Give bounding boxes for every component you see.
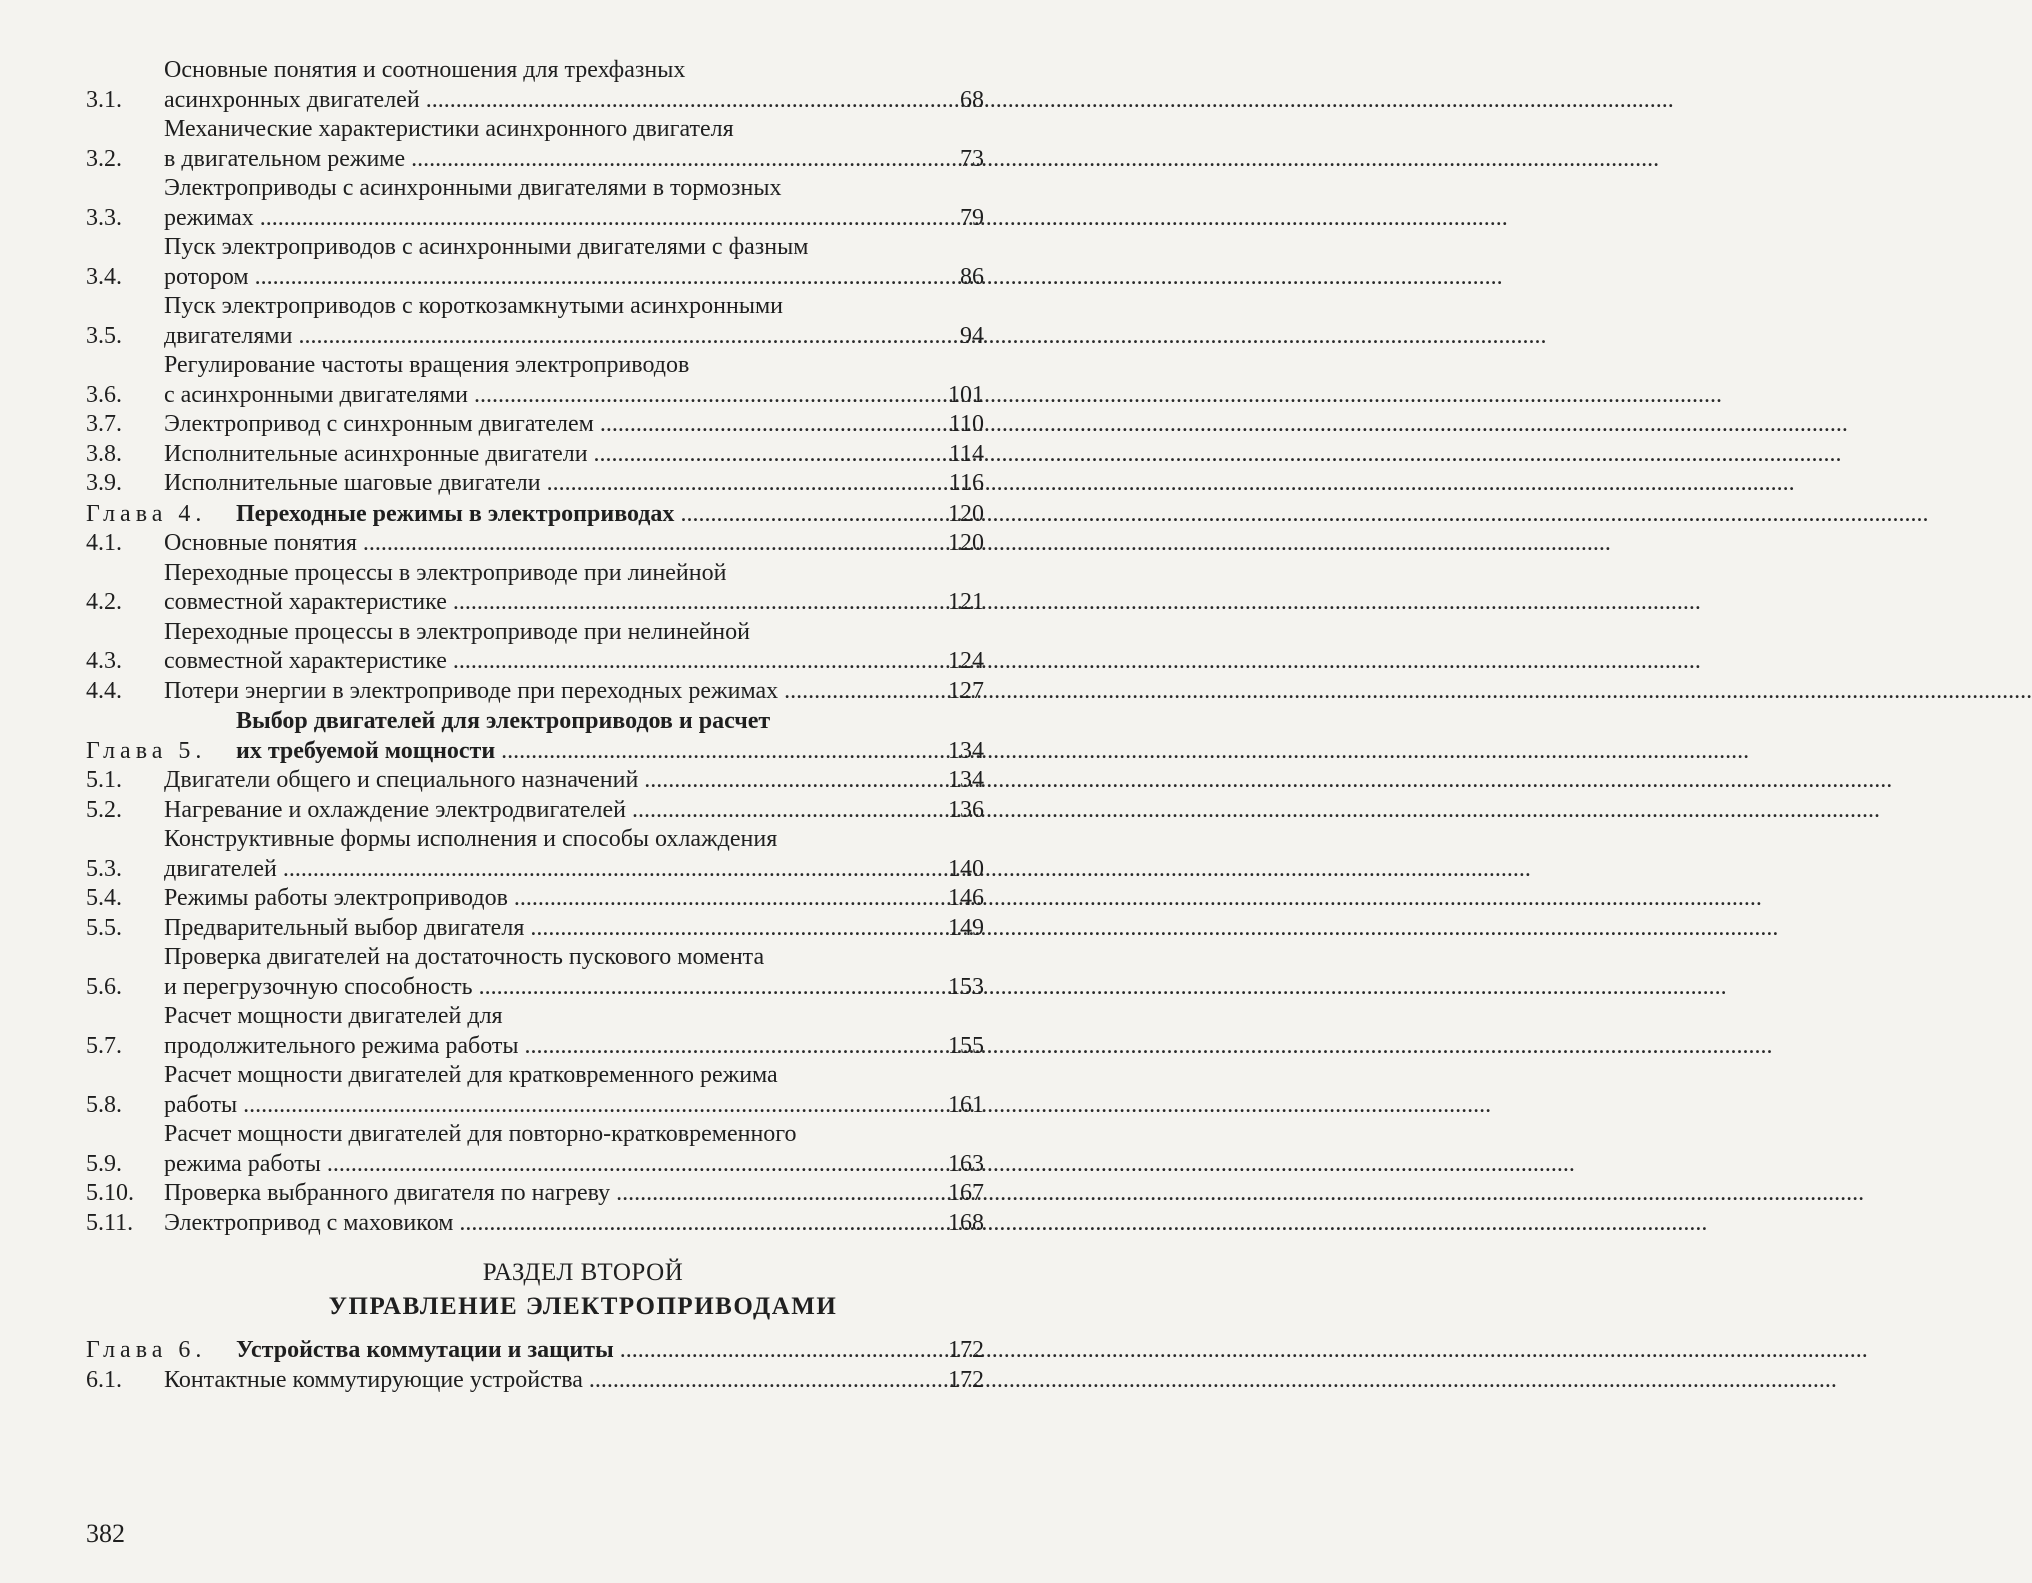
entry-title-line: Предварительный выбор двигателя <box>164 914 525 941</box>
chapter-3-entries <box>86 56 984 499</box>
dot-leader <box>632 796 938 826</box>
entry-page-number: 94 <box>960 322 984 349</box>
toc-entry[interactable] <box>86 440 984 470</box>
entry-title-line: Переходные процессы в электроприводе при линейной <box>164 559 727 586</box>
dot-leader <box>327 1150 938 1180</box>
entry-leader-line <box>164 677 984 707</box>
entry-number: 5.5. <box>86 914 122 941</box>
toc-entry[interactable] <box>86 1061 984 1120</box>
entry-leader-line <box>164 914 984 944</box>
entry-title <box>164 884 984 914</box>
chapter-5-heading <box>86 707 984 766</box>
entry-number: 5.7. <box>86 1032 122 1059</box>
entry-leader-line <box>164 855 984 885</box>
entry-title-line: Конструктивные формы исполнения и способы охлаждения <box>164 826 778 852</box>
entry-title-line: Расчет мощности двигателей для <box>164 1003 503 1029</box>
entry-title-line: Переходные процессы в электроприводе при нелинейной <box>164 618 750 645</box>
entry-title-line: двигателей <box>164 855 277 882</box>
entry-number: 5.2. <box>86 796 122 823</box>
entry-leader-line <box>164 322 984 352</box>
entry-page-number: 155 <box>948 1032 984 1059</box>
entry-page-number: 116 <box>948 470 984 496</box>
entry-leader-line <box>164 647 984 677</box>
entry-page-number: 172 <box>948 1366 984 1393</box>
entry-leader-line <box>164 145 984 175</box>
dot-leader <box>453 647 938 677</box>
toc-entry[interactable] <box>86 292 984 351</box>
entry-page-number: 73 <box>960 145 984 172</box>
entry-title <box>236 500 984 530</box>
entry-leader-line <box>164 204 984 234</box>
dot-leader <box>283 855 938 885</box>
entry-title-line: режимах <box>164 204 254 231</box>
toc-entry[interactable] <box>86 559 984 618</box>
toc-entry[interactable] <box>86 943 984 1002</box>
entry-title <box>164 115 984 174</box>
entry-title <box>164 618 984 677</box>
entry-page-number: 86 <box>960 263 984 290</box>
entry-page-number: 136 <box>948 796 984 823</box>
toc-entry[interactable] <box>86 1366 984 1396</box>
entry-title <box>164 440 984 470</box>
entry-title-line: Потери энергии в электроприводе при переходных режимах <box>164 677 779 704</box>
page-number: 382 <box>86 1519 125 1548</box>
entry-title <box>164 796 984 826</box>
entry-number: 4.1. <box>86 530 122 556</box>
dot-leader <box>453 588 938 618</box>
entry-title-line: асинхронных двигателей <box>164 86 420 113</box>
table-of-contents <box>86 56 984 1395</box>
toc-entry[interactable] <box>86 115 984 174</box>
entry-number: 3.7. <box>86 411 122 437</box>
entry-title-line: Двигатели общего и специального назначений <box>164 767 639 793</box>
dot-leader <box>514 884 938 914</box>
entry-leader-line <box>164 1209 984 1239</box>
entry-title-line: Электропривод с маховиком <box>164 1209 454 1236</box>
toc-entry[interactable] <box>86 1120 984 1179</box>
chapter-4-entries <box>86 529 984 706</box>
toc-entry[interactable] <box>86 677 984 707</box>
entry-leader-line <box>164 469 984 499</box>
entry-number: 5.6. <box>86 973 122 1000</box>
entry-page-number: 161 <box>948 1091 984 1118</box>
entry-number: 5.4. <box>86 885 122 911</box>
toc-entry[interactable] <box>86 884 984 914</box>
entry-title <box>164 529 984 559</box>
dot-leader <box>525 1032 938 1062</box>
entry-page-number: 127 <box>948 677 984 704</box>
entry-title <box>164 174 984 233</box>
dot-leader <box>501 737 938 767</box>
entry-title <box>164 351 984 410</box>
entry-page-number: 163 <box>948 1150 984 1177</box>
entry-leader-line <box>164 1179 984 1209</box>
entry-page-number: 68 <box>960 86 984 113</box>
entry-leader-line <box>164 1032 984 1062</box>
dot-leader <box>260 204 938 234</box>
entry-leader-line <box>164 1091 984 1121</box>
dot-leader <box>620 1336 938 1366</box>
entry-number: 3.9. <box>86 470 122 496</box>
entry-title-line: Электроприводы с асинхронными двигателями в тормозных <box>164 175 782 201</box>
dot-leader <box>411 145 938 175</box>
entry-title-line: двигателями <box>164 322 293 349</box>
entry-title-line: и перегрузочную способность <box>164 973 473 1000</box>
entry-title <box>164 1209 984 1239</box>
entry-page-number: 110 <box>948 411 984 437</box>
dot-leader <box>784 677 938 707</box>
dot-leader <box>459 1209 938 1239</box>
entry-number: 5.11. <box>86 1209 134 1236</box>
section-header <box>86 1256 984 1324</box>
toc-entry[interactable] <box>86 796 984 826</box>
entry-title <box>164 410 984 440</box>
toc-entry[interactable] <box>86 825 984 884</box>
dot-leader <box>589 1366 938 1396</box>
entry-leader-line <box>164 588 984 618</box>
entry-page-number: 149 <box>948 914 984 941</box>
entry-page-number: 153 <box>948 973 984 1000</box>
entry-title-line: Исполнительные шаговые двигатели <box>164 470 541 496</box>
section-title: УПРАВЛЕНИЕ ЭЛЕКТРОПРИВОДАМИ <box>328 1293 838 1320</box>
chapter-entry[interactable] <box>86 707 984 766</box>
entry-title-line: Режимы работы электроприводов <box>164 885 508 911</box>
entry-leader-line <box>164 973 984 1003</box>
entry-page-number: 140 <box>948 855 984 882</box>
entry-page-number: 124 <box>948 648 984 674</box>
toc-entry[interactable] <box>86 174 984 233</box>
entry-page-number: 101 <box>948 381 984 408</box>
entry-leader-line <box>164 86 984 116</box>
toc-entry[interactable] <box>86 56 984 115</box>
entry-number: 4.2. <box>86 589 122 615</box>
entry-number: 5.1. <box>86 767 122 793</box>
entry-title-line: работы <box>164 1091 238 1118</box>
entry-page-number: 134 <box>948 737 984 764</box>
dot-leader <box>616 1179 938 1209</box>
entry-title-line: Пуск электроприводов с асинхронными двигателями с фазным <box>164 234 809 260</box>
entry-title-line: Электропривод с синхронным двигателем <box>164 411 594 437</box>
dot-leader <box>644 766 938 796</box>
chapter-5-entries <box>86 766 984 1238</box>
dot-leader <box>243 1091 938 1121</box>
entry-leader-line <box>236 1336 984 1366</box>
entry-page-number: 168 <box>948 1209 984 1236</box>
toc-entry[interactable] <box>86 1179 984 1209</box>
entry-title <box>164 943 984 1002</box>
entry-leader-line <box>164 884 984 914</box>
entry-title <box>164 469 984 499</box>
entry-number: 5.3. <box>86 855 122 882</box>
section-number: РАЗДЕЛ ВТОРОЙ <box>482 1259 684 1286</box>
entry-title <box>164 825 984 884</box>
entry-title-line: Основные понятия <box>164 530 357 556</box>
entry-number: 6.1. <box>86 1366 122 1393</box>
toc-entry[interactable] <box>86 529 984 559</box>
entry-number: 3.6. <box>86 381 122 408</box>
chapter-entry[interactable] <box>86 500 984 530</box>
entry-leader-line <box>164 440 984 470</box>
entry-number: 3.3. <box>86 204 122 231</box>
entry-title-line: Регулирование частоты вращения электроприводов <box>164 352 690 378</box>
entry-title-line: их требуемой мощности <box>236 737 496 764</box>
entry-title <box>164 1179 984 1209</box>
entry-title-line: Пуск электроприводов с короткозамкнутыми асинхронными <box>164 293 783 319</box>
entry-title <box>164 677 984 707</box>
entry-title-line: Переходные режимы в электроприводах <box>236 500 675 527</box>
entry-title-line: Проверка двигателей на достаточность пускового момента <box>164 944 765 970</box>
entry-title <box>164 1366 984 1396</box>
entry-title <box>164 1002 984 1061</box>
dot-leader <box>530 914 938 944</box>
entry-number: 3.8. <box>86 440 122 467</box>
chapter-6-entries <box>86 1366 984 1396</box>
entry-page-number: 120 <box>948 530 984 556</box>
entry-title <box>164 766 984 796</box>
toc-entry[interactable] <box>86 351 984 410</box>
chapter-label: Глава 5. <box>86 737 207 764</box>
entry-title-line: Расчет мощности двигателей для повторно-кратковременного <box>164 1121 797 1147</box>
entry-leader-line <box>164 1150 984 1180</box>
dot-leader <box>594 440 938 470</box>
entry-title-line: Исполнительные асинхронные двигатели <box>164 440 588 467</box>
entry-leader-line <box>164 766 984 796</box>
entry-leader-line <box>236 500 984 530</box>
entry-number: 5.9. <box>86 1150 122 1177</box>
dot-leader <box>426 86 938 116</box>
entry-title-line: Механические характеристики асинхронного двигателя <box>164 116 734 142</box>
entry-title-line: Проверка выбранного двигателя по нагреву <box>164 1180 611 1206</box>
toc-entry[interactable] <box>86 233 984 292</box>
entry-page-number: 134 <box>948 767 984 793</box>
entry-page-number: 167 <box>948 1180 984 1206</box>
chapter-label: Глава 6. <box>86 1337 207 1363</box>
entry-leader-line <box>164 263 984 293</box>
entry-title-line: Выбор двигателей для электроприводов и расчет <box>236 708 771 734</box>
chapter-entry[interactable] <box>86 1336 984 1366</box>
entry-page-number: 172 <box>948 1337 984 1363</box>
entry-number: 5.10. <box>86 1180 134 1206</box>
entry-number: 3.2. <box>86 145 122 172</box>
dot-leader <box>479 973 938 1003</box>
entry-leader-line <box>164 1366 984 1396</box>
toc-entry[interactable] <box>86 766 984 796</box>
entry-number: 4.3. <box>86 648 122 674</box>
dot-leader <box>600 410 938 440</box>
entry-number: 5.8. <box>86 1091 122 1118</box>
entry-title-line: совместной характеристике <box>164 648 447 674</box>
entry-title <box>164 1061 984 1120</box>
entry-title-line: в двигательном режиме <box>164 145 406 172</box>
entry-title <box>164 914 984 944</box>
toc-entry[interactable] <box>86 410 984 440</box>
entry-title <box>236 1336 984 1366</box>
entry-title-line: Основные понятия и соотношения для трехфазных <box>164 57 686 83</box>
entry-page-number: 114 <box>948 440 984 467</box>
dot-leader <box>363 529 938 559</box>
dot-leader <box>474 381 938 411</box>
toc-entry[interactable] <box>86 469 984 499</box>
entry-title-line: продолжительного режима работы <box>164 1032 519 1059</box>
toc-entry[interactable] <box>86 618 984 677</box>
entry-number: 3.5. <box>86 322 122 349</box>
entry-leader-line <box>164 410 984 440</box>
entry-page-number: 121 <box>948 589 984 615</box>
entry-title <box>164 56 984 115</box>
entry-title-line: Расчет мощности двигателей для кратковременного режима <box>164 1062 778 1088</box>
entry-number: 3.1. <box>86 86 122 113</box>
entry-title-line: ротором <box>164 263 249 290</box>
entry-page-number: 120 <box>948 500 984 527</box>
chapter-label: Глава 4. <box>86 500 207 527</box>
entry-number: 3.4. <box>86 263 122 290</box>
toc-entry[interactable] <box>86 914 984 944</box>
entry-title <box>236 707 984 766</box>
dot-leader <box>298 322 938 352</box>
entry-title-line: Устройства коммутации и защиты <box>236 1337 614 1363</box>
entry-title <box>164 559 984 618</box>
toc-entry[interactable] <box>86 1209 984 1239</box>
entry-title-line: с асинхронными двигателями <box>164 381 468 408</box>
entry-page-number: 79 <box>960 204 984 231</box>
entry-title-line: совместной характеристике <box>164 589 447 615</box>
dot-leader <box>255 263 938 293</box>
entry-title-line: Нагревание и охлаждение электродвигателей <box>164 796 626 823</box>
dot-leader <box>547 469 938 499</box>
chapter-6-heading <box>86 1336 984 1366</box>
entry-leader-line <box>236 737 984 767</box>
dot-leader <box>680 500 938 530</box>
entry-title-line: Контактные коммутирующие устройства <box>164 1366 583 1393</box>
entry-number: 4.4. <box>86 677 122 704</box>
entry-title <box>164 292 984 351</box>
entry-leader-line <box>164 381 984 411</box>
toc-entry[interactable] <box>86 1002 984 1061</box>
entry-leader-line <box>164 529 984 559</box>
chapter-4-heading <box>86 500 984 530</box>
entry-page-number: 146 <box>948 885 984 911</box>
entry-title <box>164 233 984 292</box>
entry-title-line: режима работы <box>164 1150 321 1177</box>
entry-leader-line <box>164 796 984 826</box>
entry-title <box>164 1120 984 1179</box>
